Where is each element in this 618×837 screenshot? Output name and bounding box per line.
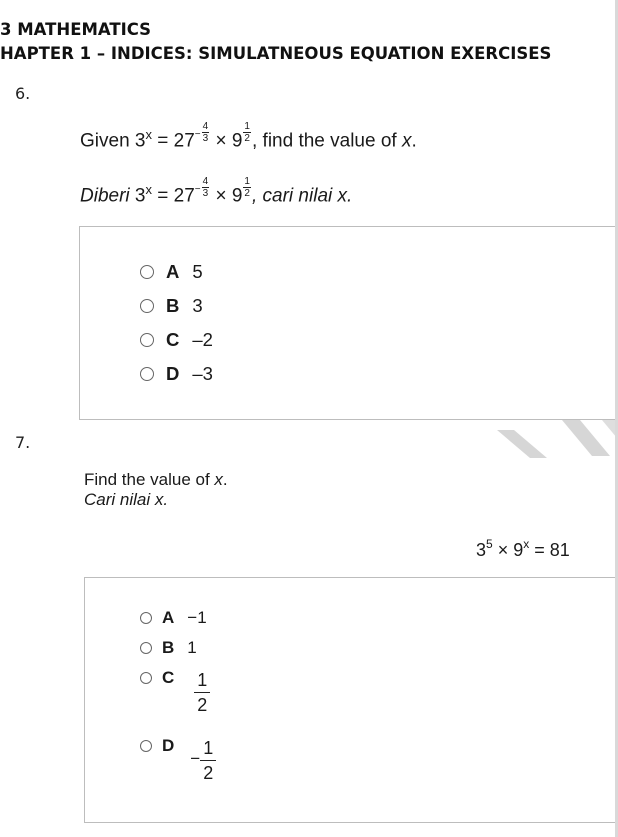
question-6-number: 6.	[15, 84, 31, 103]
fraction-denominator: 2	[197, 695, 208, 715]
fraction-numerator: 1	[194, 668, 210, 693]
q7-eq-base1: 3	[476, 540, 487, 560]
option-value: 5	[192, 261, 203, 282]
option-value: −1	[187, 608, 207, 627]
q6-en-frac2	[243, 121, 251, 144]
q6-en-prefix: Given 3	[80, 130, 146, 152]
q6-ms-prefix: Diberi	[80, 185, 130, 207]
option-neg: −	[190, 749, 201, 768]
fraction-denominator: 2	[203, 763, 214, 783]
q6-en-frac1-den: 3	[202, 133, 209, 144]
option-value: –2	[192, 329, 213, 350]
q6-ms-frac2-num: 1	[244, 176, 250, 187]
q6-en-frac2-num: 1	[244, 121, 250, 132]
radio-icon[interactable]	[140, 265, 154, 279]
radio-icon[interactable]	[140, 740, 152, 752]
option-letter: C	[162, 668, 175, 687]
radio-icon[interactable]	[140, 612, 152, 624]
q6-option-c[interactable]	[140, 329, 213, 351]
q6-en-frac1-num: 4	[202, 121, 209, 132]
q6-en-mid: = 27	[151, 130, 195, 152]
question-6-english	[80, 121, 417, 153]
q7-option-c[interactable]	[140, 668, 210, 717]
option-value: 1	[187, 638, 197, 657]
chapter-heading: HAPTER 1 – INDICES: SIMULATNEOUS EQUATION EXERCISES	[0, 44, 552, 63]
question-7-equation	[476, 537, 570, 561]
option-fraction	[194, 668, 210, 717]
radio-icon[interactable]	[140, 367, 154, 381]
q6-ms-frac2-den: 2	[244, 188, 250, 199]
q6-en-suffix-a: , find the value of	[251, 130, 402, 152]
q6-option-d[interactable]	[140, 363, 213, 385]
q6-en-var: x	[401, 130, 412, 152]
q6-ms-neg: −	[194, 183, 201, 195]
question-6-malay	[80, 176, 353, 208]
q6-ms-frac1-den: 3	[202, 188, 209, 199]
q6-en-exp: x	[145, 126, 152, 142]
option-fraction	[200, 736, 216, 785]
q6-ms-frac1-num: 4	[202, 176, 209, 187]
q6-ms-frac2	[243, 176, 251, 199]
question-7-options-box	[84, 577, 617, 823]
radio-icon[interactable]	[140, 299, 154, 313]
q7-en-b: .	[222, 470, 228, 489]
q7-en-a: Find the value of	[84, 470, 215, 489]
q6-ms-base: 3	[129, 185, 146, 207]
option-letter: D	[166, 363, 180, 384]
question-7-english	[84, 470, 228, 490]
option-letter: D	[162, 736, 175, 755]
question-6-options-box	[79, 226, 617, 420]
q6-ms-times: × 9	[210, 185, 243, 207]
q6-option-b[interactable]	[140, 295, 203, 317]
q6-ms-mid: = 27	[151, 185, 195, 207]
q7-en-var: x	[214, 470, 223, 489]
q7-option-a[interactable]	[140, 608, 207, 628]
option-letter: A	[162, 608, 175, 627]
radio-icon[interactable]	[140, 642, 152, 654]
q6-option-a[interactable]	[140, 261, 203, 283]
q6-en-frac1	[202, 121, 210, 144]
option-letter: B	[166, 295, 180, 316]
q6-ms-exp: x	[145, 181, 152, 197]
option-letter: A	[166, 261, 180, 282]
radio-icon[interactable]	[140, 672, 152, 684]
radio-icon[interactable]	[140, 333, 154, 347]
option-letter: C	[166, 329, 180, 350]
option-letter: B	[162, 638, 175, 657]
q6-en-neg: −	[194, 128, 201, 140]
q7-option-d[interactable]	[140, 736, 216, 785]
q7-eq-exp2: x	[523, 537, 530, 551]
option-value: –3	[192, 363, 213, 384]
fraction-numerator: 1	[200, 736, 216, 761]
q6-en-times: × 9	[210, 130, 243, 152]
q6-en-frac2-den: 2	[244, 133, 250, 144]
q6-ms-frac1	[202, 176, 210, 199]
decorative-stripes	[492, 420, 617, 460]
question-7-number: 7.	[15, 433, 31, 452]
option-value: 3	[192, 295, 203, 316]
question-7-malay: Cari nilai x.	[84, 490, 169, 509]
q7-eq-exp1: 5	[486, 537, 493, 551]
q7-eq-rhs: = 81	[529, 540, 570, 560]
q6-en-suffix-b: .	[411, 130, 417, 152]
subject-heading: 3 MATHEMATICS	[0, 20, 152, 39]
q7-eq-mid: × 9	[492, 540, 524, 560]
q6-ms-suffix: , cari nilai x.	[251, 185, 353, 207]
q7-option-b[interactable]	[140, 638, 197, 658]
